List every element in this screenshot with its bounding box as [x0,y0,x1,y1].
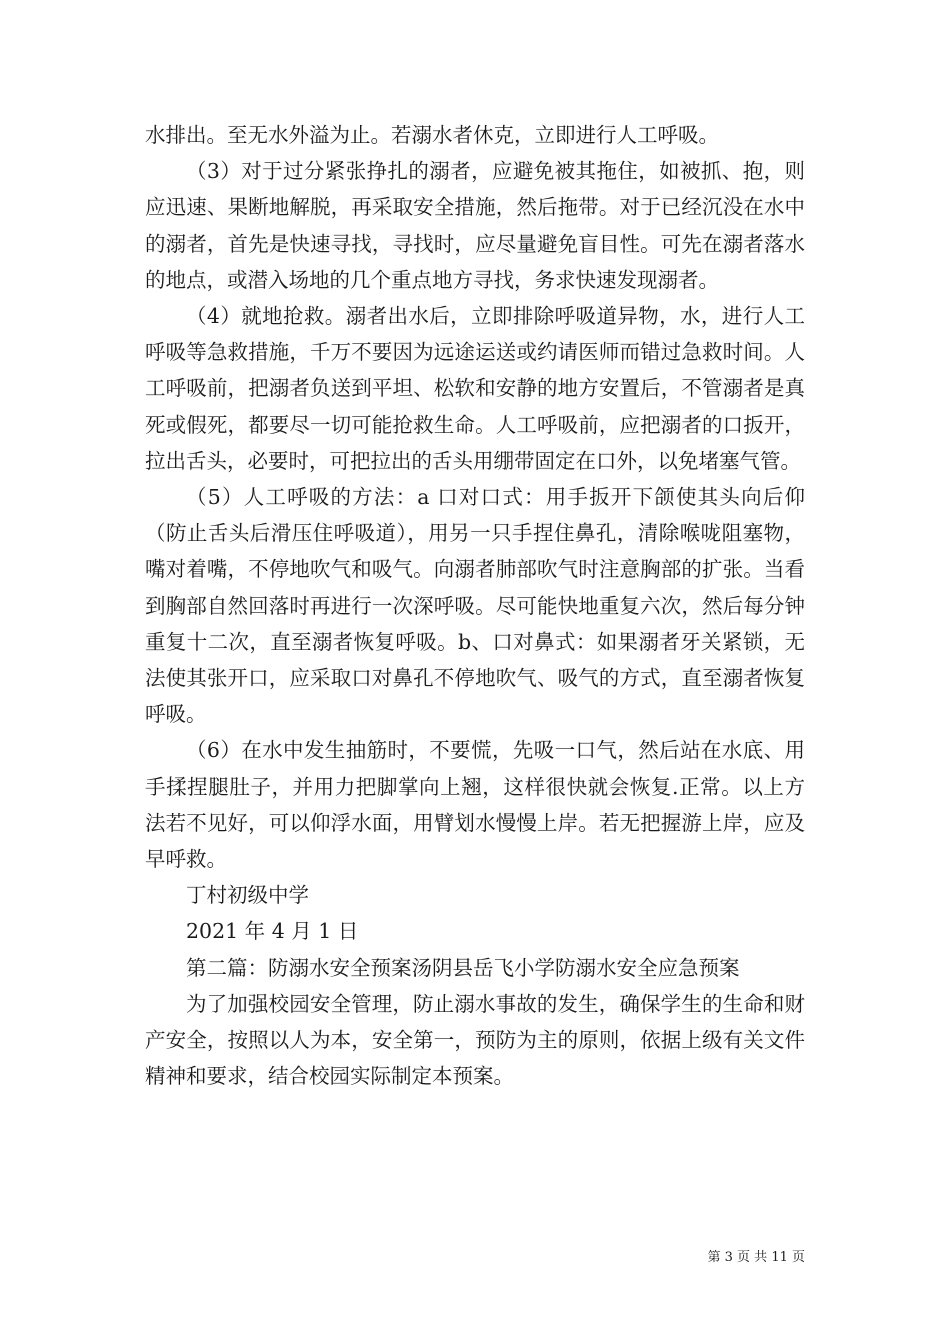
document-body [145,117,805,1094]
section-heading: 第二篇：防溺水安全预案汤阴县岳飞小学防溺水安全应急预案 [186,955,740,980]
signature-school: 丁村初级中学 [186,883,309,908]
paragraph-item-6: （6）在水中发生抽筋时，不要慌，先吸一口气，然后站在水底、用手揉捏腿肚子，并用力把脚掌向上翘，这样很快就会恢复.正常。以上方法若不见好，可以仰浮水面，用臂划水慢慢上岸。若无把握游上岸，应及早呼救。 [145,738,805,872]
paragraph-item-5: （5）人工呼吸的方法：a 口对口式：用手扳开下颌使其头向后仰（防止舌头后滑压住呼吸道），用另一只手捏住鼻孔，清除喉咙阻塞物，嘴对着嘴，不停地吹气和吸气。向溺者肺部吹气时注意胸部的扩张。当看到胸部自然回落时再进行一次深呼吸。尽可能快地重复六次，然后每分钟重复十二次，直至溺者恢复呼吸。b、口对鼻式：如果溺者牙关紧锁，无法使其张开口，应采取口对鼻孔不停地吹气、吸气的方式，直至溺者恢复呼吸。 [145,485,805,727]
intro-paragraph: 为了加强校园安全管理，防止溺水事故的发生，确保学生的生命和财产安全，按照以人为本，安全第一，预防为主的原则，依据上级有关文件精神和要求，结合校园实际制定本预案。 [145,991,805,1089]
paragraph-item-4: （4）就地抢救。溺者出水后，立即排除呼吸道异物，水，进行人工呼吸等急救措施，千万不要因为远途运送或约请医师而错过急救时间。人工呼吸前，把溺者负送到平坦、松软和安静的地方安置后，不管溺者是真死或假死，都要尽一切可能抢救生命。人工呼吸前，应把溺者的口扳开，拉出舌头，必要时，可把拉出的舌头用绷带固定在口外，以免堵塞气管。 [145,304,805,473]
page-indicator: 第 3 页 共 11 页 [707,1250,805,1265]
paragraph-item-3: （3）对于过分紧张挣扎的溺者，应避免被其拖住，如被抓、抱，则应迅速、果断地解脱，再采取安全措施，然后拖带。对于已经沉没在水中的溺者，首先是快速寻找，寻找时，应尽量避免盲目性。可先在溺者落水的地点，或潜入场地的几个重点地方寻找，务求快速发现溺者。 [145,159,805,292]
signature-date: 2021 年 4 月 1 日 [186,919,359,944]
paragraph-continuation: 水排出。至无水外溢为止。若溺水者休克，立即进行人工呼吸。 [145,123,719,147]
